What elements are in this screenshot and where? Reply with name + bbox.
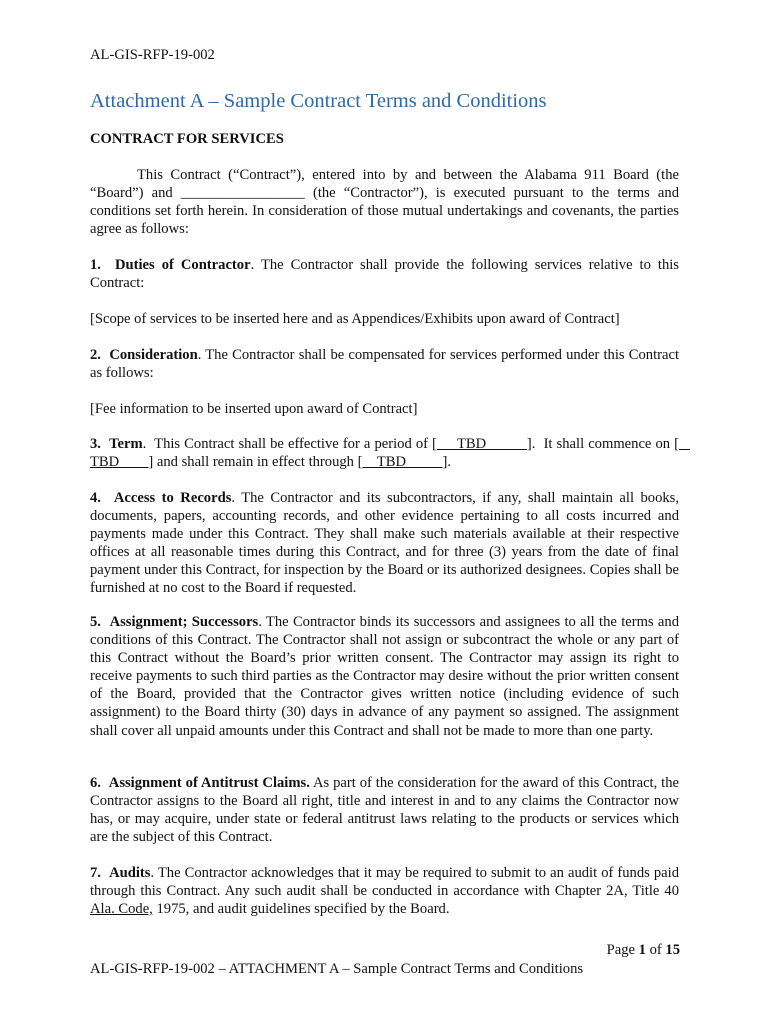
term-period-field: TBD bbox=[436, 436, 527, 452]
clause-consideration bbox=[90, 346, 679, 382]
clause-audits bbox=[90, 864, 679, 918]
clause-text: . The Contractor shall be compensated for services performed under this Contract as follows: bbox=[90, 347, 680, 382]
section-heading: CONTRACT FOR SERVICES bbox=[90, 131, 284, 147]
clause-text: ]. It shall commence on [ bbox=[526, 436, 680, 452]
clause-text: 1975, and audit guidelines specified by the Board. bbox=[152, 901, 450, 918]
clause-number: 6. bbox=[90, 775, 101, 791]
clause-number: 1. bbox=[90, 257, 101, 273]
legal-citation: Ala. Code, bbox=[90, 901, 153, 918]
page-label: Page bbox=[606, 942, 639, 958]
clause-text: As part of the consideration for the award of this Contract, the Contractor assigns to the Board all right, title and interest in and to any claims the Contractor now has, or may acquire, under state or federal antitrust laws relating to the products or services which are the subject of this Contract. bbox=[90, 775, 679, 846]
clause-heading: Consideration bbox=[109, 347, 198, 363]
scope-placeholder: [Scope of services to be inserted here and as Appendices/Exhibits upon award of Contract] bbox=[90, 311, 620, 327]
clause-text: . The Contractor and its subcontractors, if any, shall maintain all books, documents, papers, accounting records, and other evidence pertaining to all costs incurred and payments made under this Contract. They shall make such materials available at their respective offices at all reasonable times during this Contract, and for three (3) years from the date of final payment under this Contract, for inspection by the Board or its authorized designees. Copies shall be furnished at no cost to the Board if requested. bbox=[90, 490, 679, 597]
clause-number: 2. bbox=[90, 347, 101, 363]
page-of-label: of bbox=[645, 942, 666, 958]
clause-assignment-successors bbox=[90, 613, 679, 740]
clause-heading: Term bbox=[109, 436, 143, 452]
clause-text: ] and shall remain in effect through [ bbox=[148, 454, 363, 471]
term-start-field: TBD bbox=[90, 436, 690, 471]
clause-number: 5. bbox=[90, 614, 101, 630]
clause-text: ]. bbox=[442, 454, 452, 471]
clause-number: 3. bbox=[90, 436, 101, 452]
clause-term bbox=[90, 435, 690, 471]
clause-heading: Duties of Contractor bbox=[114, 257, 251, 273]
clause-heading: Audits bbox=[109, 865, 151, 881]
clause-number: 7. bbox=[90, 865, 101, 881]
clause-text: . This Contract shall be effective for a period of [ bbox=[142, 436, 437, 452]
page-title: Attachment A – Sample Contract Terms and Conditions bbox=[90, 90, 547, 112]
term-end-field: TBD bbox=[362, 454, 443, 471]
clause-heading: Assignment of Antitrust Claims. bbox=[108, 775, 310, 791]
current-page: 1 bbox=[638, 942, 646, 958]
clause-text: . The Contractor acknowledges that it may be required to submit to an audit of funds paid through this Contract. Any such audit shall be conducted in accordance with Chapter 2A, Title 40 bbox=[90, 865, 680, 900]
intro-paragraph: This Contract (“Contract”), entered into by and between the Alabama 911 Board (the “Board”) and _________________ (the “Contractor”), is executed pursuant to the terms and conditions set forth herein. In consideration of those mutual undertakings and covenants, the parties agree as follows: bbox=[90, 167, 679, 238]
document-id: AL-GIS-RFP-19-002 bbox=[90, 47, 215, 63]
clause-number: 4. bbox=[90, 490, 101, 506]
clause-duties bbox=[90, 256, 679, 292]
fee-placeholder: [Fee information to be inserted upon award of Contract] bbox=[90, 401, 418, 417]
clause-heading: Assignment; Successors bbox=[109, 614, 259, 630]
footer-title: AL-GIS-RFP-19-002 – ATTACHMENT A – Sample Contract Terms and Conditions bbox=[90, 961, 584, 977]
clause-text: . The Contractor shall provide the following services relative to this Contract: bbox=[90, 257, 679, 292]
clause-text: . The Contractor binds its successors and assignees to all the terms and conditions of this Contract. The Contractor shall not assign or subcontract the whole or any part of this Contract without the Board’s prior written consent. The Contractor may assign its right to receive payments to such third parties as the Contractor may desire without the prior written consent of the Board, provided that the Contractor gives written notice (including evidence of such assignment) to the Board thirty (30) days in advance of any payment so assigned. The assignment shall cover all unpaid amounts under this Contract and shall not be made to more than one party. bbox=[90, 614, 680, 739]
clause-antitrust-claims bbox=[90, 774, 679, 846]
clause-access-to-records bbox=[90, 489, 679, 598]
total-pages: 15 bbox=[665, 942, 680, 958]
clause-heading: Access to Records bbox=[113, 490, 232, 506]
page-number bbox=[607, 942, 680, 959]
